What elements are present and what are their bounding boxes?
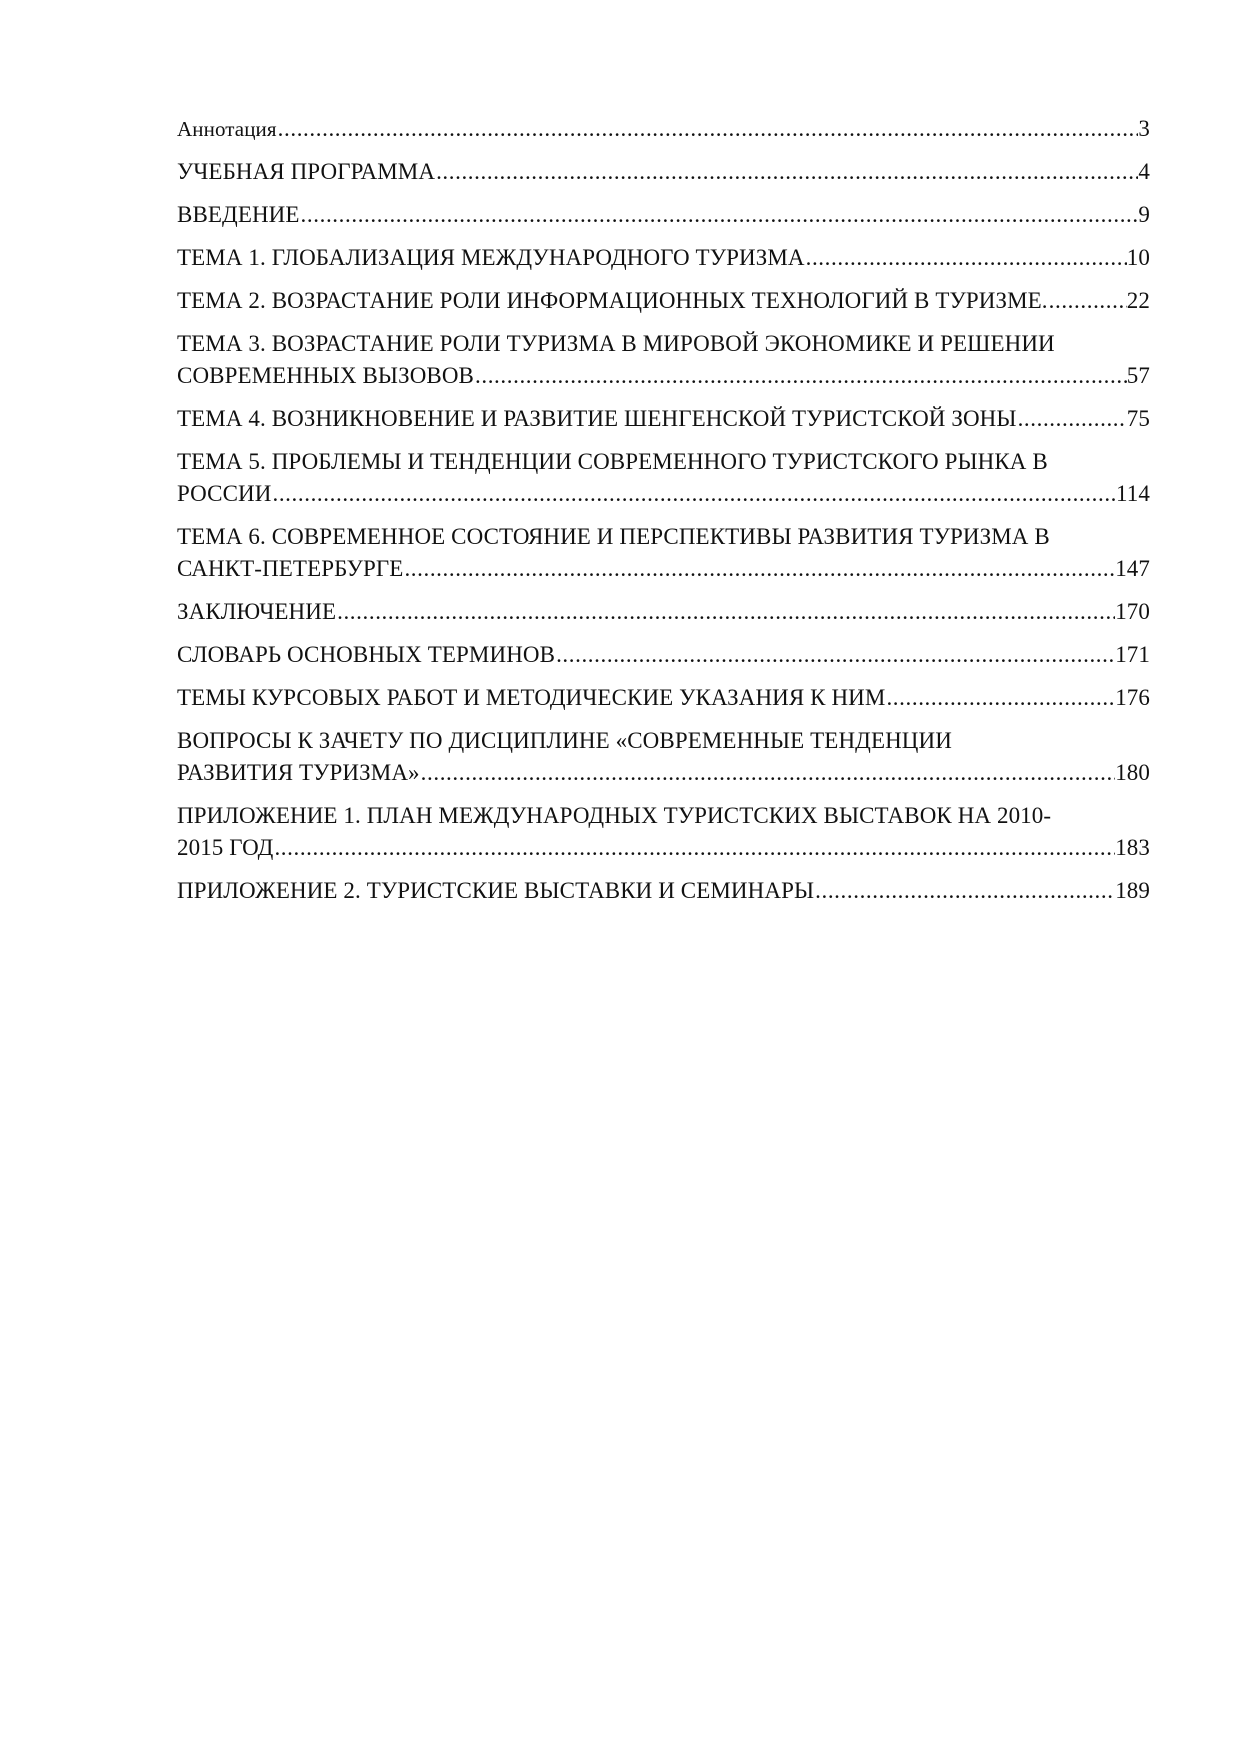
- toc-entry-title: ТЕМА 1. ГЛОБАЛИЗАЦИЯ МЕЖДУНАРОДНОГО ТУРИЗМА: [177, 245, 805, 270]
- dot-leader: [277, 113, 1139, 145]
- dot-leader: [885, 682, 1115, 714]
- toc-entry[interactable]: [177, 682, 1150, 714]
- toc-entry-title: УЧЕБНАЯ ПРОГРАММА: [177, 159, 436, 184]
- toc-entry[interactable]: [177, 242, 1150, 274]
- toc-entry-page-number: 180: [1115, 760, 1150, 785]
- toc-entry-page-number: 3: [1138, 116, 1150, 141]
- dot-leader: [555, 639, 1115, 671]
- toc-entry-page-number: 183: [1115, 835, 1150, 860]
- toc-entry-title: ПРИЛОЖЕНИЕ 2. ТУРИСТСКИЕ ВЫСТАВКИ И СЕМИНАРЫ: [177, 878, 815, 903]
- toc-entry[interactable]: [177, 156, 1150, 188]
- toc-entry-line: [177, 553, 1150, 585]
- toc-entry-title: РАЗВИТИЯ ТУРИЗМА»: [177, 760, 420, 785]
- toc-entry-line: [177, 403, 1150, 435]
- toc-entry-title: ВВЕДЕНИЕ: [177, 202, 300, 227]
- dot-leader: [814, 875, 1115, 907]
- toc-entry-line: [177, 242, 1150, 274]
- toc-entry-page-number: 10: [1126, 245, 1150, 270]
- toc-entry-line: [177, 757, 1150, 789]
- toc-entry-title-line: ТЕМА 5. ПРОБЛЕМЫ И ТЕНДЕНЦИИ СОВРЕМЕННОГО ТУРИСТСКОГО РЫНКА В: [177, 449, 1048, 474]
- toc-entry-line: [177, 360, 1150, 392]
- toc-entry[interactable]: [177, 596, 1150, 628]
- toc-entry-title: Аннотация: [177, 117, 277, 141]
- dot-leader: [300, 199, 1139, 231]
- toc-entry-title: ТЕМА 4. ВОЗНИКНОВЕНИЕ И РАЗВИТИЕ ШЕНГЕНСКОЙ ТУРИСТСКОЙ ЗОНЫ: [177, 406, 1017, 431]
- toc-entry[interactable]: [177, 639, 1150, 671]
- dot-leader: [805, 242, 1127, 274]
- dot-leader: [1048, 285, 1127, 317]
- toc-entry-line: [177, 639, 1150, 671]
- toc-entry-page-number: 170: [1115, 599, 1150, 624]
- toc-entry-line: [177, 156, 1150, 188]
- toc-entry[interactable]: [177, 403, 1150, 435]
- toc-entry-line: [177, 682, 1150, 714]
- toc-entry-page-number: 171: [1115, 642, 1150, 667]
- toc-entry-title: 2015 ГОД: [177, 835, 274, 860]
- toc-entry-page-number: 57: [1126, 363, 1150, 388]
- dot-leader: [273, 832, 1115, 864]
- toc-entry-line: [177, 596, 1150, 628]
- dot-leader: [1017, 403, 1127, 435]
- toc-entry-line: [177, 875, 1150, 907]
- toc-entry-title: ТЕМА 2. ВОЗРАСТАНИЕ РОЛИ ИНФОРМАЦИОННЫХ ТЕХНОЛОГИЙ В ТУРИЗМЕ.: [177, 288, 1048, 313]
- dot-leader: [435, 156, 1138, 188]
- toc-entry-title: СОВРЕМЕННЫХ ВЫЗОВОВ: [177, 363, 474, 388]
- dot-leader: [474, 360, 1127, 392]
- toc-entry[interactable]: [177, 446, 1150, 510]
- toc-entry-title: ТЕМЫ КУРСОВЫХ РАБОТ И МЕТОДИЧЕСКИЕ УКАЗАНИЯ К НИМ: [177, 685, 886, 710]
- toc-entry[interactable]: [177, 875, 1150, 907]
- dot-leader: [336, 596, 1115, 628]
- toc-entry-line: [177, 113, 1150, 145]
- toc-entry-page-number: 189: [1115, 878, 1150, 903]
- table-of-contents: [177, 113, 1150, 918]
- toc-entry[interactable]: [177, 113, 1150, 145]
- toc-entry-line: [177, 199, 1150, 231]
- toc-entry[interactable]: [177, 725, 1150, 789]
- toc-entry[interactable]: [177, 800, 1150, 864]
- toc-entry-page-number: 22: [1126, 288, 1150, 313]
- toc-entry-line: [177, 832, 1150, 864]
- toc-entry-page-number: 147: [1115, 556, 1150, 581]
- toc-entry-title: ЗАКЛЮЧЕНИЕ: [177, 599, 337, 624]
- toc-entry-page-number: 176: [1115, 685, 1150, 710]
- toc-entry-line: [177, 478, 1150, 510]
- toc-entry-page-number: 114: [1116, 481, 1150, 506]
- toc-entry[interactable]: [177, 199, 1150, 231]
- toc-entry[interactable]: [177, 285, 1150, 317]
- dot-leader: [403, 553, 1115, 585]
- toc-entry-title: САНКТ-ПЕТЕРБУРГЕ: [177, 556, 404, 581]
- toc-entry-title-line: ПРИЛОЖЕНИЕ 1. ПЛАН МЕЖДУНАРОДНЫХ ТУРИСТСКИХ ВЫСТАВОК НА 2010-: [177, 803, 1052, 828]
- toc-entry[interactable]: [177, 328, 1150, 392]
- toc-entry-title-line: ТЕМА 6. СОВРЕМЕННОЕ СОСТОЯНИЕ И ПЕРСПЕКТИВЫ РАЗВИТИЯ ТУРИЗМА В: [177, 524, 1050, 549]
- dot-leader: [271, 478, 1116, 510]
- toc-entry-page-number: 9: [1138, 202, 1150, 227]
- toc-entry-line: [177, 285, 1150, 317]
- toc-entry-title-line: ТЕМА 3. ВОЗРАСТАНИЕ РОЛИ ТУРИЗМА В МИРОВОЙ ЭКОНОМИКЕ И РЕШЕНИИ: [177, 331, 1055, 356]
- toc-entry-page-number: 4: [1138, 159, 1150, 184]
- toc-entry[interactable]: [177, 521, 1150, 585]
- toc-entry-title: РОССИИ: [177, 481, 272, 506]
- dot-leader: [420, 757, 1116, 789]
- toc-entry-page-number: 75: [1126, 406, 1150, 431]
- toc-entry-title-line: ВОПРОСЫ К ЗАЧЕТУ ПО ДИСЦИПЛИНЕ «СОВРЕМЕННЫЕ ТЕНДЕНЦИИ: [177, 728, 952, 753]
- toc-entry-title: СЛОВАРЬ ОСНОВНЫХ ТЕРМИНОВ: [177, 642, 556, 667]
